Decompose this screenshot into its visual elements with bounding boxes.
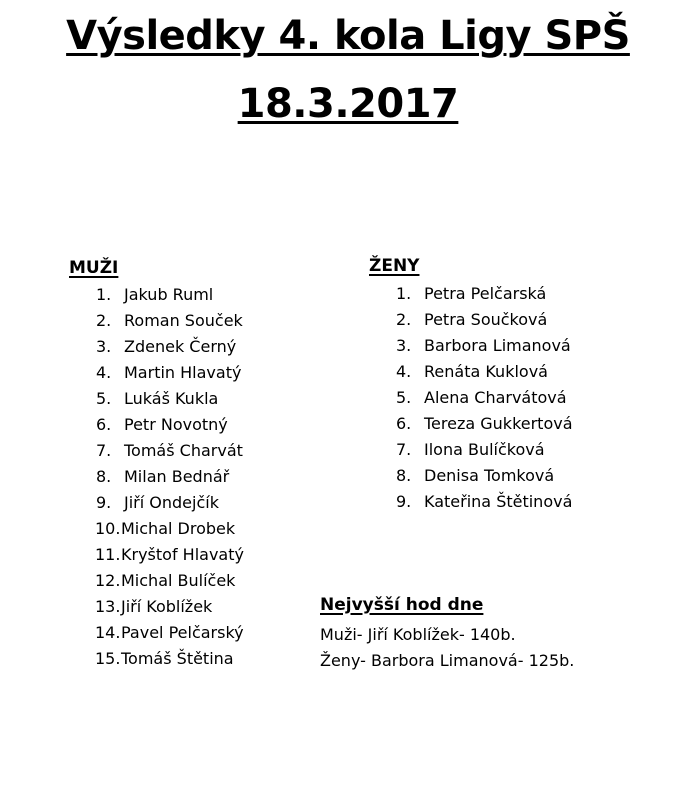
competitor-name: Lukáš Kukla bbox=[124, 389, 219, 408]
list-item bbox=[96, 490, 244, 516]
list-item bbox=[95, 542, 244, 568]
rank-number: 2. bbox=[96, 311, 112, 330]
women-results-list bbox=[396, 281, 573, 515]
competitor-name: Petra Pelčarská bbox=[424, 284, 547, 303]
rank-number: 2. bbox=[396, 310, 412, 329]
rank-number: 1. bbox=[396, 284, 412, 303]
best-throw-women: Ženy- Barbora Limanová- 125b. bbox=[320, 651, 575, 670]
competitor-name: Zdenek Černý bbox=[124, 337, 237, 356]
rank-number: 15. bbox=[95, 649, 121, 668]
date-text: 18.3.2017 bbox=[237, 81, 459, 127]
men-results-list bbox=[96, 282, 244, 672]
rank-number: 8. bbox=[396, 466, 412, 485]
document-date bbox=[0, 80, 696, 128]
list-item bbox=[396, 333, 573, 359]
competitor-name: Jakub Ruml bbox=[124, 285, 214, 304]
list-item bbox=[96, 334, 244, 360]
list-item bbox=[96, 464, 244, 490]
rank-number: 9. bbox=[96, 493, 112, 512]
list-item bbox=[95, 594, 244, 620]
list-item bbox=[95, 568, 244, 594]
competitor-name: Roman Souček bbox=[124, 311, 243, 330]
men-heading: MUŽI bbox=[69, 258, 119, 278]
competitor-name: Petra Součková bbox=[424, 310, 548, 329]
competitor-name: Denisa Tomková bbox=[424, 466, 555, 485]
competitor-name: Petr Novotný bbox=[124, 415, 228, 434]
list-item bbox=[396, 437, 573, 463]
competitor-name: Martin Hlavatý bbox=[124, 363, 242, 382]
competitor-name: Michal Bulíček bbox=[121, 571, 236, 590]
rank-number: 11. bbox=[95, 545, 121, 564]
list-item bbox=[96, 360, 244, 386]
rank-number: 5. bbox=[96, 389, 112, 408]
competitor-name: Jiří Koblížek bbox=[121, 597, 213, 616]
competitor-name: Milan Bednář bbox=[124, 467, 230, 486]
rank-number: 7. bbox=[396, 440, 412, 459]
rank-number: 5. bbox=[396, 388, 412, 407]
list-item bbox=[396, 411, 573, 437]
women-heading: ŽENY bbox=[369, 256, 420, 276]
document-title bbox=[0, 12, 696, 60]
competitor-name: Kateřina Štětinová bbox=[424, 492, 573, 511]
rank-number: 7. bbox=[96, 441, 112, 460]
rank-number: 13. bbox=[95, 597, 121, 616]
rank-number: 4. bbox=[396, 362, 412, 381]
rank-number: 14. bbox=[95, 623, 121, 642]
list-item bbox=[96, 412, 244, 438]
list-item bbox=[96, 308, 244, 334]
list-item bbox=[95, 516, 244, 542]
list-item bbox=[95, 646, 244, 672]
competitor-name: Ilona Bulíčková bbox=[424, 440, 545, 459]
competitor-name: Alena Charvátová bbox=[424, 388, 567, 407]
rank-number: 12. bbox=[95, 571, 121, 590]
best-throw-men: Muži- Jiří Koblížek- 140b. bbox=[320, 625, 516, 644]
rank-number: 6. bbox=[96, 415, 112, 434]
best-throw-heading: Nejvyšší hod dne bbox=[320, 595, 484, 615]
list-item bbox=[95, 620, 244, 646]
competitor-name: Tomáš Charvát bbox=[124, 441, 243, 460]
competitor-name: Kryštof Hlavatý bbox=[121, 545, 244, 564]
list-item bbox=[396, 385, 573, 411]
list-item bbox=[96, 438, 244, 464]
rank-number: 4. bbox=[96, 363, 112, 382]
rank-number: 8. bbox=[96, 467, 112, 486]
list-item bbox=[396, 463, 573, 489]
competitor-name: Tereza Gukkertová bbox=[424, 414, 573, 433]
competitor-name: Jiří Ondejčík bbox=[124, 493, 219, 512]
competitor-name: Tomáš Štětina bbox=[121, 649, 234, 668]
list-item bbox=[396, 489, 573, 515]
list-item bbox=[396, 307, 573, 333]
rank-number: 6. bbox=[396, 414, 412, 433]
competitor-name: Michal Drobek bbox=[121, 519, 236, 538]
competitor-name: Barbora Limanová bbox=[424, 336, 571, 355]
rank-number: 3. bbox=[396, 336, 412, 355]
list-item bbox=[396, 281, 573, 307]
list-item bbox=[96, 386, 244, 412]
competitor-name: Pavel Pelčarský bbox=[121, 623, 244, 642]
list-item bbox=[396, 359, 573, 385]
title-text: Výsledky 4. kola Ligy SPŠ bbox=[66, 13, 630, 59]
list-item bbox=[96, 282, 244, 308]
rank-number: 9. bbox=[396, 492, 412, 511]
rank-number: 3. bbox=[96, 337, 112, 356]
rank-number: 10. bbox=[95, 519, 121, 538]
competitor-name: Renáta Kuklová bbox=[424, 362, 548, 381]
rank-number: 1. bbox=[96, 285, 112, 304]
